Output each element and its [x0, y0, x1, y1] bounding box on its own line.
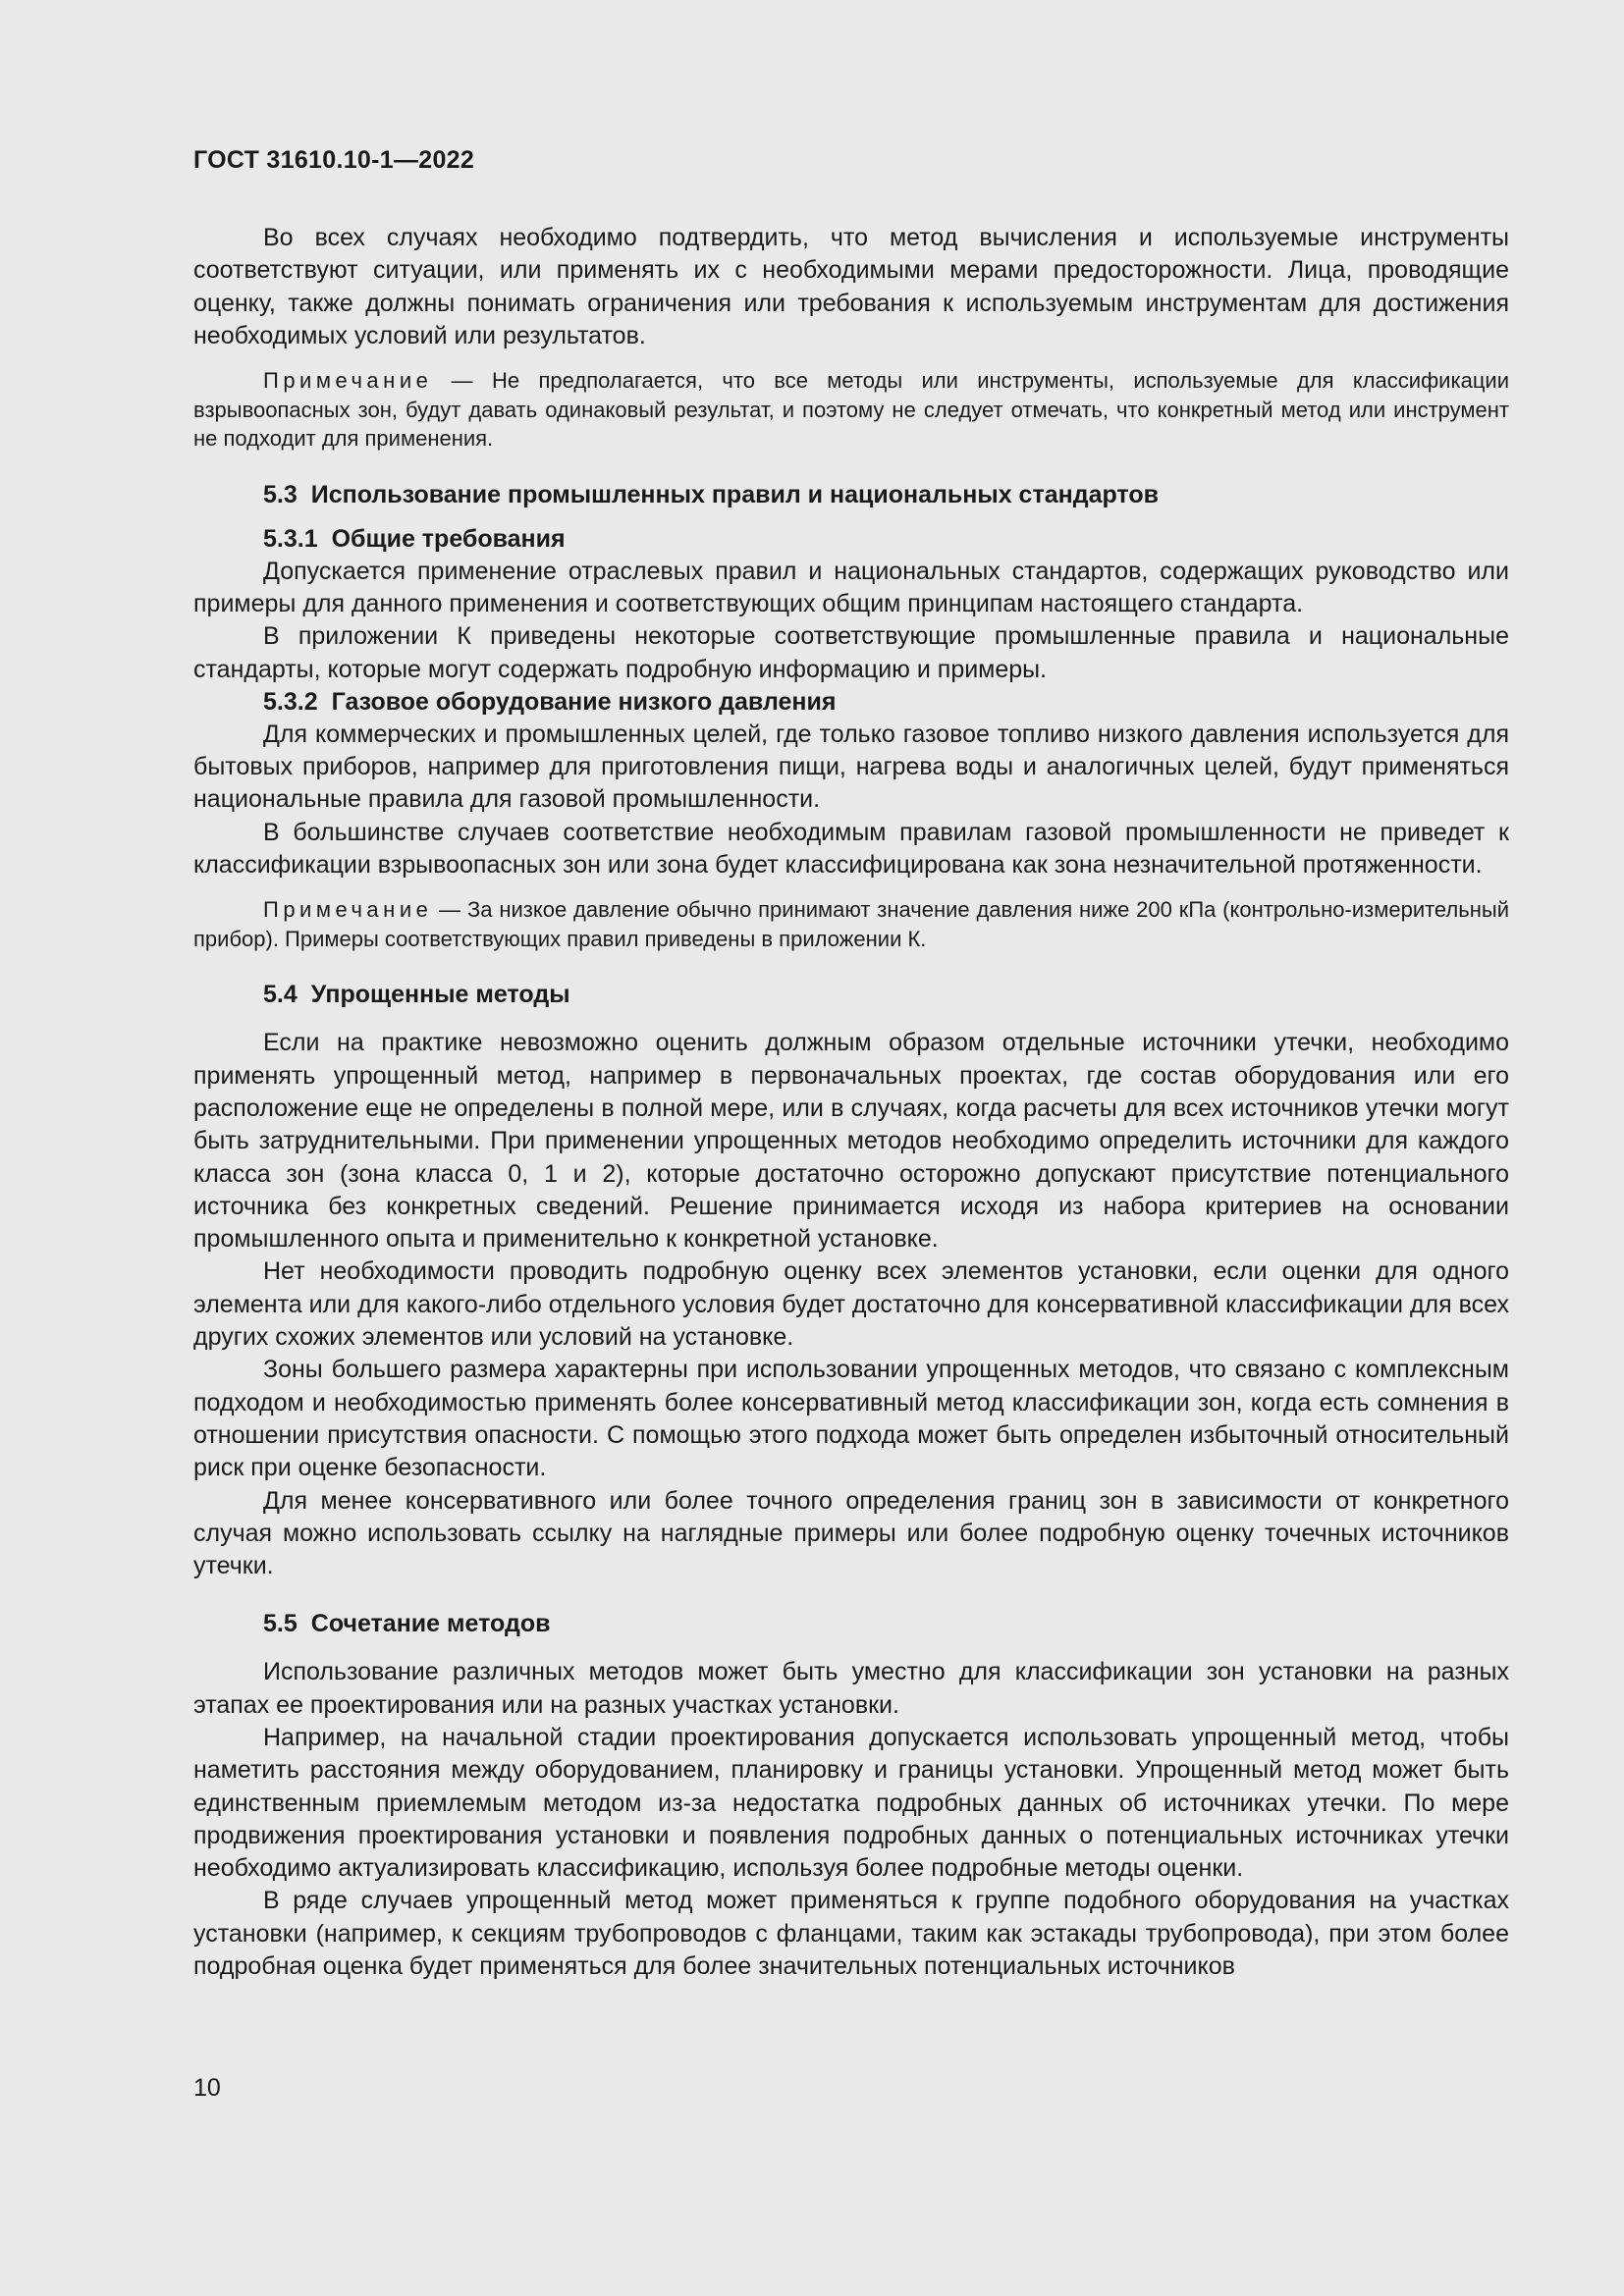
- section-number: 5.3.1: [263, 524, 318, 553]
- intro-paragraph: Во всех случаях необходимо подтвердить, что метод вычисления и используемые инструменты соответствуют ситуации, или применять их с необходимыми мерами предосторожности. Лица, проводящие оценку, также должны понимать ограничения или требования к используемым инструментам для достижения необходимых условий или результатов.: [193, 224, 1509, 349]
- section-number: 5.5: [263, 1610, 298, 1638]
- paragraph: Зоны большего размера характерны при использовании упрощенных методов, что связано с комплексным подходом и необходимостью применять более консервативный метод классификации зон, когда есть сомнения в отношении присутствия опасности. С помощью этого подхода может быть определен избыточный относительный риск при оценке безопасности.: [193, 1356, 1509, 1482]
- paragraph: Если на практике невозможно оценить должным образом отдельные источники утечки, необходимо применять упрощенный метод, например в первоначальных проектах, где состав оборудования или его расположение еще не определены в полной мере, или в случаях, когда расчеты для всех источников утечки могут быть затруднительными. При применении упрощенных методов необходимо определить источники для каждого класса зон (зона класса 0, 1 и 2), которые достаточно осторожно допускают присутствие потенциального источника без конкретных сведений. Решение принимается исходя из набора критериев на основании промышленного опыта и применительно к конкретной установке.: [193, 1029, 1509, 1254]
- section-title: Сочетание методов: [310, 1610, 551, 1638]
- paragraph: В ряде случаев упрощенный метод может применяться к группе подобного оборудования на участках установки (например, к секциям трубопроводов с фланцами, таким как эстакады трубопровода), при этом более подробная оценка будет применяться для более значительных потенциальных источников: [193, 1887, 1509, 1981]
- page-number: 10: [193, 2074, 221, 2102]
- section-5-4-heading: [193, 979, 1509, 1011]
- section-number: 5.3: [263, 480, 298, 508]
- paragraph: В большинстве случаев соответствие необходимым правилам газовой промышленности не приведет к классификации взрывоопасных зон или зона будет классифицирована как зона незначительной протяженности.: [193, 818, 1509, 880]
- section-title: Общие требования: [331, 524, 566, 553]
- note-label: Примечание: [263, 368, 433, 394]
- document-code-header: ГОСТ 31610.10-1—2022: [193, 146, 475, 174]
- note-text: — Не предполагается, что все методы или инструменты, используемые для классификации взрывоопасных зон, будут давать одинаковый результат, и поэтому не следует отмечать, что конкретный метод или инструмент не подходит для применения.: [193, 368, 1509, 452]
- section-5-3-heading: [193, 479, 1509, 511]
- note-label: Примечание: [263, 897, 433, 923]
- paragraph: Например, на начальной стадии проектирования допускается использовать упрощенный метод, чтобы наметить расстояния между оборудованием, планировку и границы установки. Упрощенный метод может быть единственным приемлемым методом из-за недостатка подробных данных об источниках утечки. По мере продвижения проектирования установки и появления подробных данных о потенциальных источниках утечки необходимо актуализировать классификацию, используя более подробные методы оценки.: [193, 1724, 1509, 1883]
- section-title: Упрощенные методы: [310, 981, 570, 1009]
- section-5-3-2-heading: [193, 686, 1509, 719]
- paragraph: Использование различных методов может быть уместно для классификации зон установки на разных этапах ее проектирования или на разных участках установки.: [193, 1658, 1509, 1719]
- section-5-3-2-note: [193, 895, 1509, 953]
- section-number: 5.4: [263, 981, 298, 1009]
- paragraph: Нет необходимости проводить подробную оценку всех элементов установки, если оценки для одного элемента или для какого-либо отдельного условия будет достаточно для консервативной классификации для всех других схожих элементов или условий на установке.: [193, 1257, 1509, 1352]
- paragraph: В приложении К приведены некоторые соответствующие промышленные правила и национальные стандарты, которые могут содержать подробную информацию и примеры.: [193, 622, 1509, 683]
- section-5-3-1-heading: [193, 523, 1509, 556]
- section-5-5-heading: [193, 1608, 1509, 1640]
- paragraph: Для коммерческих и промышленных целей, где только газовое топливо низкого давления используется для бытовых приборов, например для приготовления пищи, нагрева воды и аналогичных целей, будут применяться национальные правила для газовой промышленности.: [193, 720, 1509, 814]
- section-number: 5.3.2: [263, 687, 318, 716]
- paragraph: Для менее консервативного или более точного определения границ зон в зависимости от конкретного случая можно использовать ссылку на наглядные примеры или более подробную оценку точечных источников утечки.: [193, 1486, 1509, 1580]
- intro-note: [193, 366, 1509, 454]
- note-text: — За низкое давление обычно принимают значение давления ниже 200 кПа (контрольно-измерительный прибор). Примеры соответствующих правил приведены в приложении К.: [193, 897, 1509, 951]
- document-page: [193, 145, 1509, 1983]
- section-title: Газовое оборудование низкого давления: [331, 687, 837, 716]
- paragraph: Допускается применение отраслевых правил и национальных стандартов, содержащих руководство или примеры для данного применения и соответствующих общим принципам настоящего стандарта.: [193, 557, 1509, 617]
- section-title: Использование промышленных правил и национальных стандартов: [310, 480, 1159, 508]
